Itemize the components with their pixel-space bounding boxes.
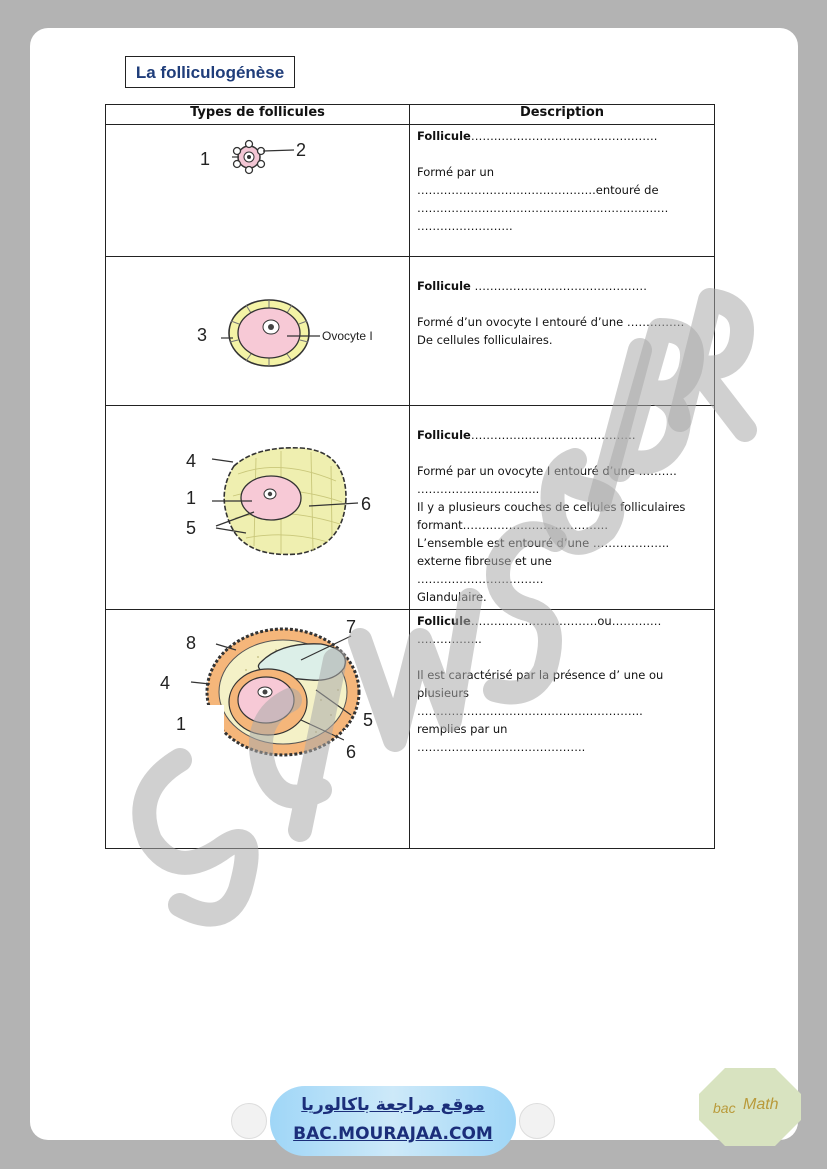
description-cell — [410, 610, 715, 849]
primary-follicle-drawing — [221, 300, 320, 366]
desc-line: externe fibreuse et une — [417, 554, 552, 568]
header-description: Description — [410, 105, 715, 125]
label-1: 1 — [200, 149, 211, 169]
table-row — [106, 406, 715, 610]
description-1 — [410, 125, 714, 235]
table-row — [106, 125, 715, 257]
tertiary-follicle-figure — [106, 610, 410, 843]
desc-line: plusieurs — [417, 686, 470, 700]
desc-line: Formé par un ovocyte I entouré d’une ………. — [417, 464, 677, 478]
desc-line: L’ensemble est entouré d’une ……………….. — [417, 536, 670, 550]
badge-math: Math — [743, 1096, 779, 1113]
title-box — [125, 56, 295, 88]
desc-spacer — [417, 295, 708, 313]
label-4: 4 — [186, 451, 197, 471]
banner-site-link[interactable]: BAC.MOURAJAA.COM — [293, 1124, 493, 1144]
desc-line: Follicule……………………………………. — [417, 428, 636, 442]
tertiary-follicle-drawing — [191, 629, 374, 760]
desc-line: ………………………………………………….. — [417, 704, 643, 718]
desc-line: ……………………. — [417, 219, 513, 233]
table-header-row — [106, 105, 715, 125]
site-banner[interactable] — [270, 1086, 516, 1156]
left-logo-icon — [231, 1103, 267, 1139]
description-cell — [410, 125, 715, 257]
desc-line: Follicule…….…….…….…….…….…….……. — [417, 129, 658, 143]
desc-spacer — [417, 648, 708, 666]
desc-line: De cellules folliculaires. — [417, 333, 553, 347]
desc-line: Glandulaire. — [417, 590, 487, 604]
desc-spacer — [417, 444, 708, 462]
desc-line: …………………………… — [417, 572, 544, 586]
desc-line: ………………………….. — [417, 482, 540, 496]
bacmath-badge — [697, 1066, 803, 1148]
label-5: 5 — [186, 518, 197, 538]
desc-spacer — [417, 145, 708, 163]
label-4: 4 — [160, 673, 171, 693]
figure-cell — [106, 610, 410, 849]
follicle-table — [105, 104, 715, 849]
description-2 — [410, 257, 714, 349]
right-logo-icon — [519, 1103, 555, 1139]
label-3: 3 — [197, 325, 208, 345]
desc-spacer — [417, 408, 708, 426]
desc-line: Formé par un — [417, 165, 495, 179]
label-6: 6 — [361, 494, 372, 514]
desc-line: Il y a plusieurs couches de cellules folliculaires — [417, 500, 686, 514]
banner-arabic-text: موقع مراجعة باكالوريا — [301, 1095, 485, 1115]
desc-line: …….…….…….…….…….…….…….…….…….… — [417, 201, 669, 215]
label-1: 1 — [176, 714, 187, 734]
label-2: 2 — [296, 140, 307, 160]
label-7: 7 — [346, 617, 357, 637]
page-title: La folliculogénèse — [135, 63, 285, 82]
desc-line: Follicule ……………………………………… — [417, 279, 648, 293]
figure-cell — [106, 406, 410, 610]
secondary-follicle-drawing — [212, 448, 358, 555]
desc-line: …………….. — [417, 632, 482, 646]
description-4 — [410, 610, 714, 756]
description-cell — [410, 257, 715, 406]
label-1: 1 — [186, 488, 197, 508]
table-row — [106, 610, 715, 849]
label-ovocyte: Ovocyte I — [322, 329, 373, 343]
secondary-follicle-figure — [106, 406, 410, 604]
primary-follicle-figure — [106, 257, 410, 400]
desc-line: remplies par un — [417, 722, 508, 736]
description-3 — [410, 406, 714, 606]
label-8: 8 — [186, 633, 197, 653]
figure-cell — [106, 257, 410, 406]
primordial-follicle-drawing — [232, 141, 294, 174]
desc-spacer — [417, 259, 708, 277]
primordial-follicle-figure — [106, 125, 410, 251]
description-cell — [410, 406, 715, 610]
table-row — [106, 257, 715, 406]
desc-line: …….…….…….…….…….…….…..entouré de — [417, 183, 659, 197]
desc-line: formant……………………………….. — [417, 518, 608, 532]
badge-bac: bac — [713, 1100, 736, 1116]
label-6: 6 — [346, 742, 357, 762]
desc-line: Follicule……………………………ou……….… — [417, 614, 662, 628]
desc-line: Il est caractérisé par la présence d’ une ou — [417, 668, 664, 682]
desc-line: …………………………………….. — [417, 740, 586, 754]
label-5: 5 — [363, 710, 374, 730]
desc-line: Formé d’un ovocyte I entouré d’une …………… — [417, 315, 685, 329]
figure-cell — [106, 125, 410, 257]
header-types: Types de follicules — [106, 105, 410, 125]
